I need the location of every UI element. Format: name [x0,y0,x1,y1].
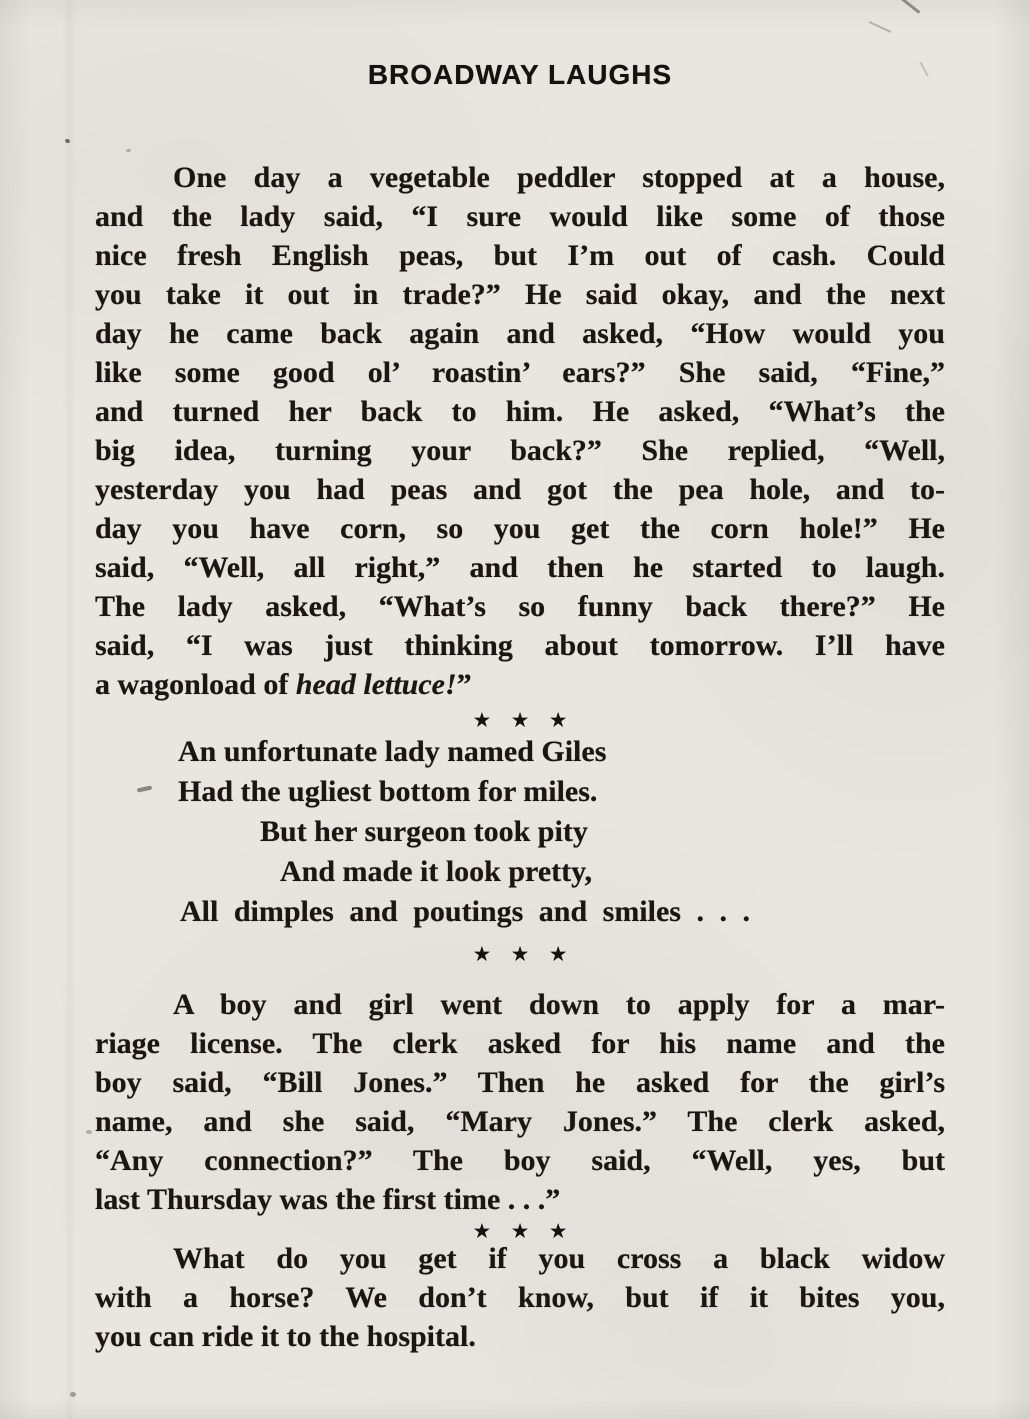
star-separator: ★ ★ ★ [472,708,568,732]
text-line: said, “I was just thinking about tomorrow. I’ll have [95,629,945,662]
text-line: you can ride it to the hospital. [95,1320,476,1353]
text-line: last Thursday was the first time . . .” [95,1183,561,1216]
limerick-giles [95,732,945,932]
verse-line: And made it look pretty, [280,855,592,888]
joke-marriage-license [95,985,945,1219]
text-line: “Any connection?” The boy said, “Well, yes, but [95,1144,945,1177]
joke-black-widow-lines [95,1239,945,1356]
text-line: day you have corn, so you get the corn hole!” He [95,512,945,545]
star-separator: ★ ★ ★ [472,942,568,966]
verse-line: An unfortunate lady named Giles [178,735,607,768]
text-line: The lady asked, “What’s so funny back there?” He [95,590,945,623]
joke-black-widow [95,1239,945,1356]
text-line: said, “Well, all right,” and then he started to laugh. [95,551,945,584]
text-line: What do you get if you cross a black widow [173,1242,945,1275]
text-line: and the lady said, “I sure would like some of those [95,200,945,233]
text-line: you take it out in trade?” He said okay, and the next [95,278,945,311]
text-line: boy said, “Bill Jones.” Then he asked for the girl’s [95,1066,945,1099]
text-line: and turned her back to him. He asked, “What’s the [95,395,945,428]
verse-line: But her surgeon took pity [260,815,588,848]
ink-speck [70,1392,76,1397]
joke-peddler [95,158,945,704]
text-segment: a wagonload of [95,668,296,701]
text-segment: ” [456,668,472,701]
joke-peddler-lines [95,158,945,665]
text-line: like some good ol’ roastin’ ears?” She said, “Fine,” [95,356,945,389]
text-line: riage license. The clerk asked for his name and the [95,1027,945,1060]
text-line: name, and she said, “Mary Jones.” The clerk asked, [95,1105,945,1138]
text-line: big idea, turning your back?” She replied, “Well, [95,434,945,467]
star-separator: ★ ★ ★ [472,1219,568,1243]
joke-marriage-lines [95,985,945,1219]
text-line: A boy and girl went down to apply for a mar- [173,988,945,1021]
text-line: One day a vegetable peddler stopped at a house, [173,161,945,194]
verse-line: All dimples and poutings and smiles . . . [180,895,750,928]
verse-line: Had the ugliest bottom for miles. [178,775,598,808]
page-title: BROADWAY LAUGHS [367,59,673,90]
text-line: nice fresh English peas, but I’m out of cash. Could [95,239,945,272]
text-line: with a horse? We don’t know, but if it bites you, [95,1281,945,1314]
text-line: day he came back again and asked, “How would you [95,317,945,350]
text-line [95,665,945,704]
text-column [95,158,945,1356]
text-line: yesterday you had peas and got the pea hole, and to- [95,473,945,506]
italic-text-segment: head lettuce! [295,668,457,701]
